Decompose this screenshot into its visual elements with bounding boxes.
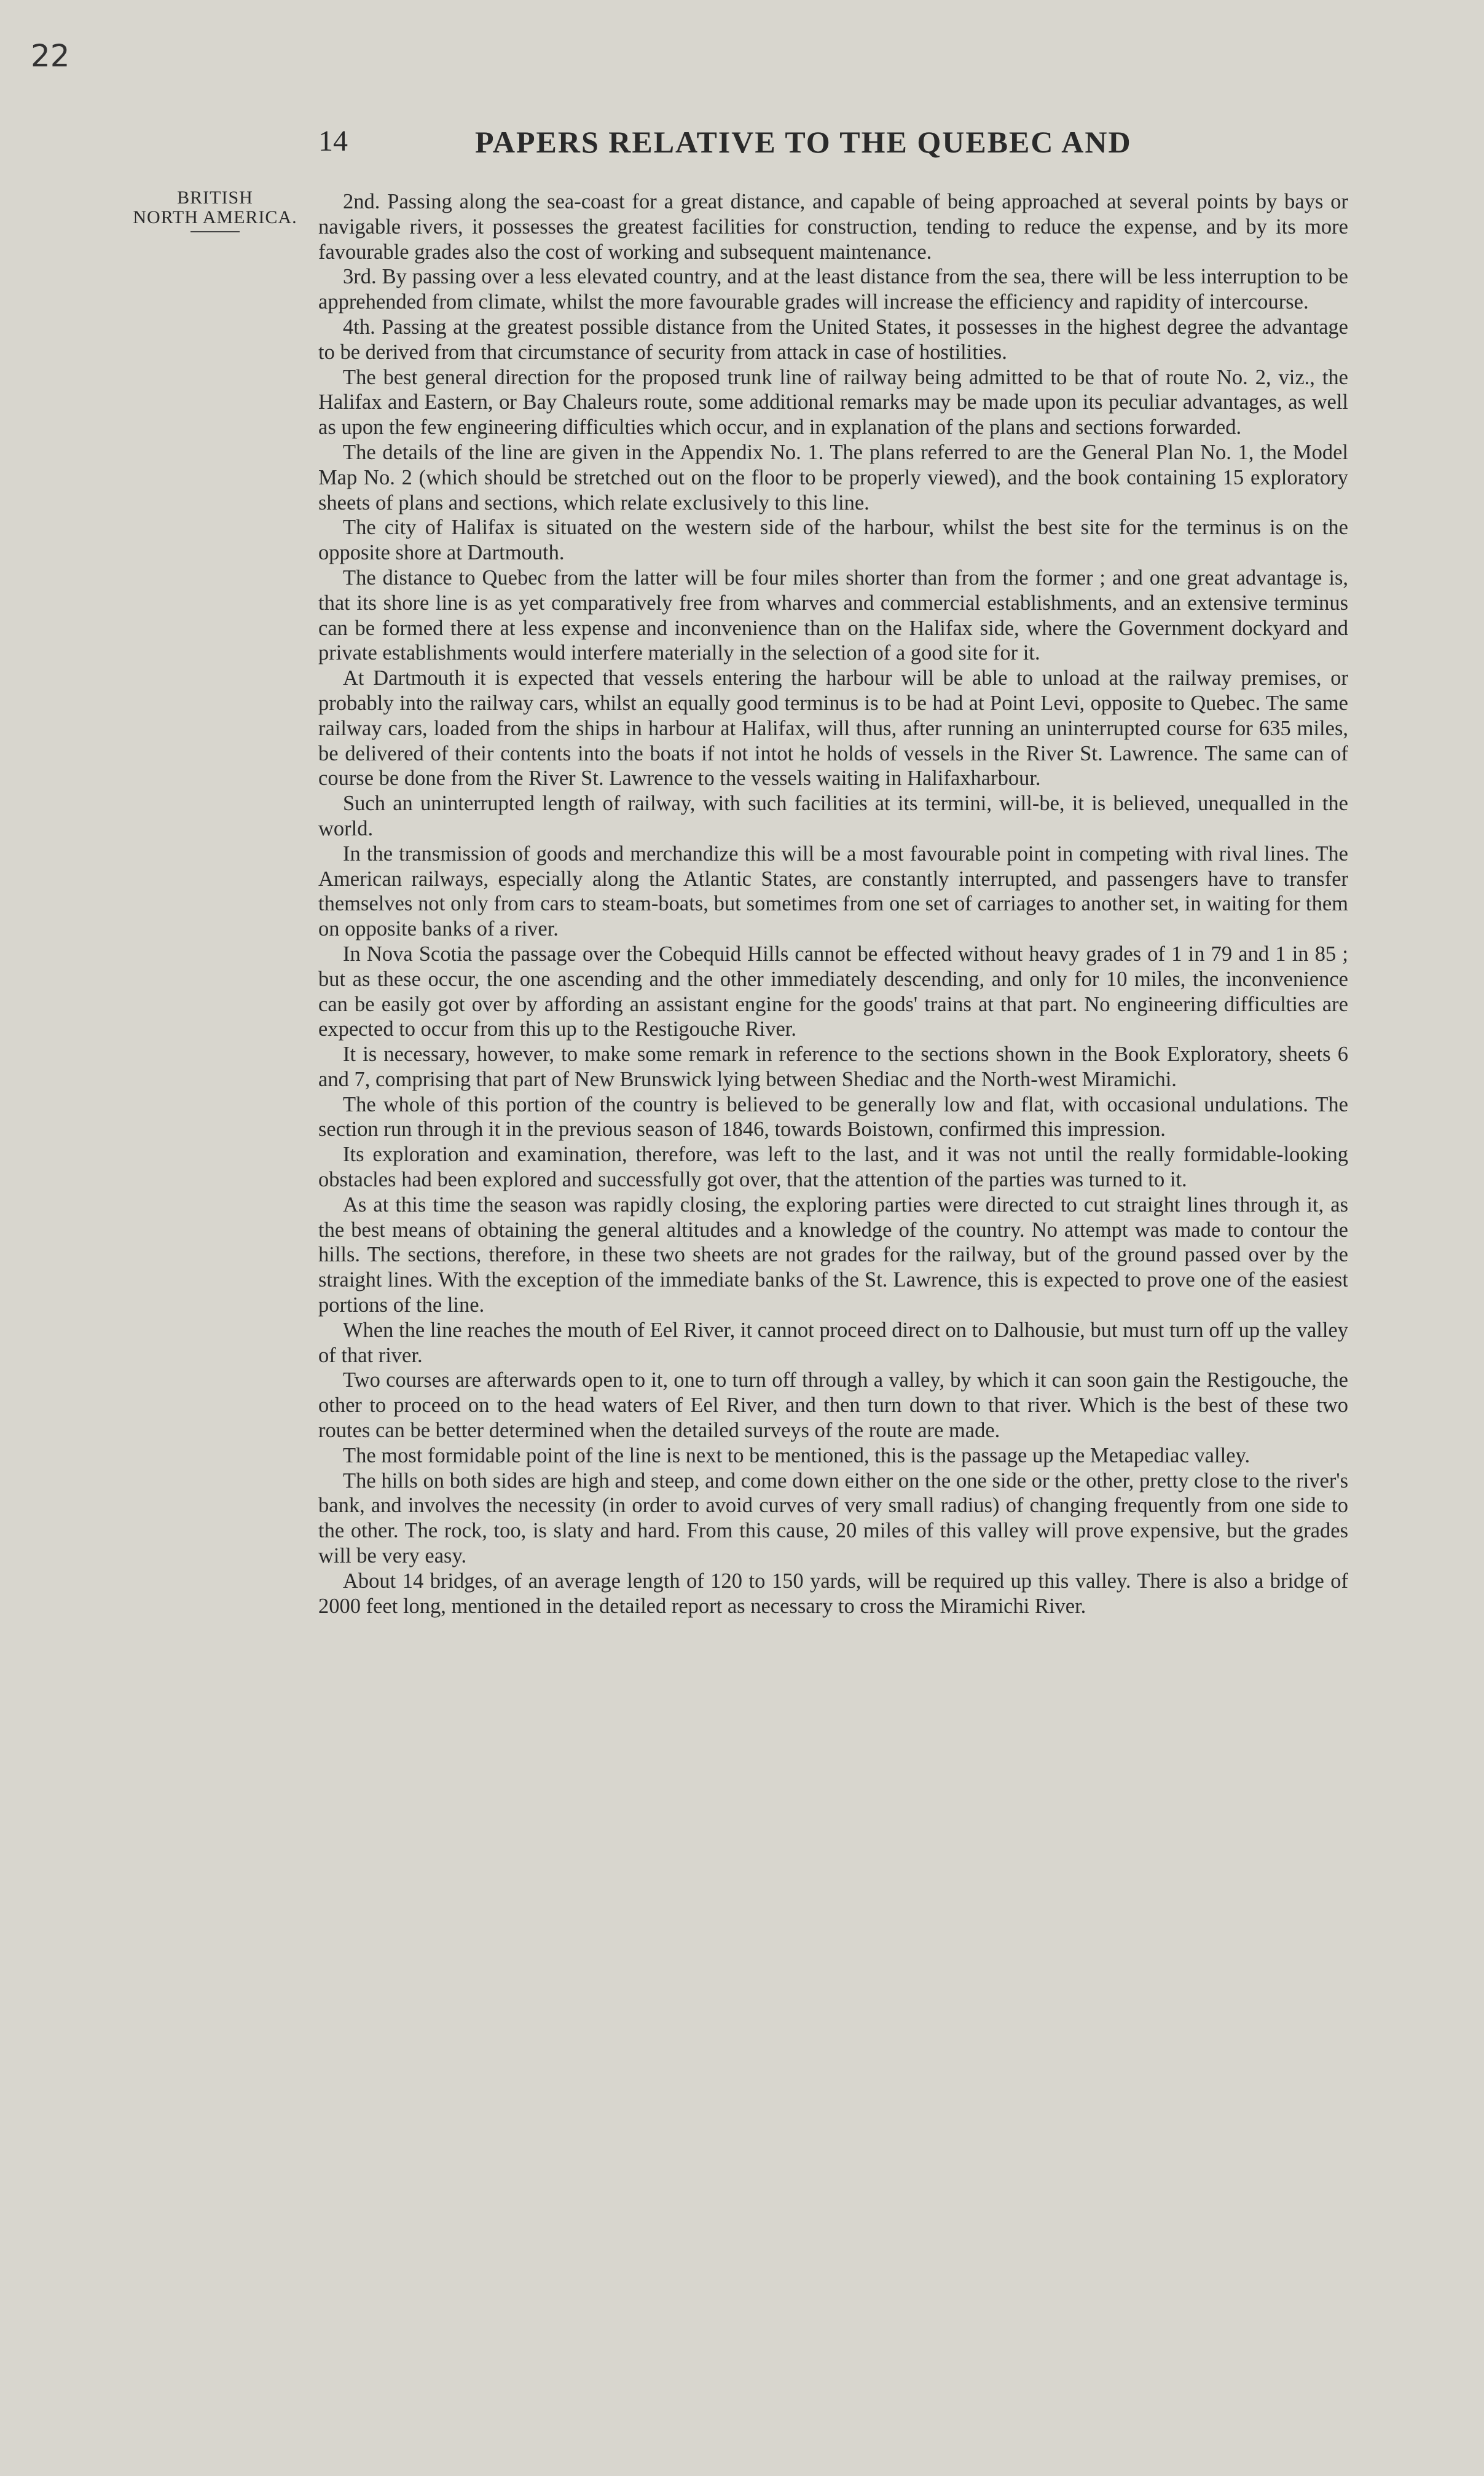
paragraph: The city of Halifax is situated on the western side of the harbour, whilst the best site for the terminus is on the opposite shore at Dartmouth. [318,516,1348,565]
body-text [318,189,1348,1618]
folio-number: 14 [318,125,348,157]
margin-note-rule [190,231,240,232]
paragraph: 4th. Passing at the greatest possible distance from the United States, it possesses in the highest degree the advantage to be derived from that circumstance of security from attack in case of hostilities. [318,315,1348,364]
paragraph: It is necessary, however, to make some remark in reference to the sections shown in the Book Exploratory, sheets 6 and 7, comprising that part of New Brunswick lying between Shediac and the North-west Miramichi. [318,1043,1348,1091]
paragraph: 2nd. Passing along the sea-coast for a great distance, and capable of being approached at several points by bays or navigable rivers, it possesses the greatest facilities for construction, tending to reduce the expense, and by its more favourable grades also the cost of working and subsequent maintenance. [318,190,1348,264]
margin-note-line-1: BRITISH [177,187,253,208]
paragraph: When the line reaches the mouth of Eel River, it cannot proceed direct on to Dalhousie, but must turn off up the valley of that river. [318,1318,1348,1367]
paragraph: The best general direction for the proposed trunk line of railway being admitted to be that of route No. 2, viz., the Halifax and Eastern, or Bay Chaleurs route, some additional remarks may be made upon its peculiar advantages, as well as upon the few engineering difficulties which occur, and in explanation of the plans and sections forwarded. [318,365,1348,440]
paragraph: The hills on both sides are high and steep, and come down either on the one side or the other, pretty close to the river's bank, and involves the necessity (in order to avoid curves of very small radius) of changing frequently from one side to the other. The rock, too, is slaty and hard. From this cause, 20 miles of this valley will prove expensive, but the grades will be very easy. [318,1469,1348,1568]
margin-note-line-2: NORTH AMERICA. [133,207,297,227]
paragraph: At Dartmouth it is expected that vessels entering the harbour will be able to unload at the railway premises, or probably into the railway cars, whilst an equally good terminus is to be had at Point Levi, opposite to Quebec. The same railway cars, loaded from the ships in harbour at Halifax, will thus, after running an uninterrupted course for 635 miles, be delivered of their contents into the boats if not intot he holds of vessels in the River St. Lawrence. The same can of course be done from the River St. Lawrence to the vessels waiting in Halifaxharbour. [318,666,1348,791]
paragraph: In the transmission of goods and merchandize this will be a most favourable point in competing with rival lines. The American railways, especially along the Atlantic States, are constantly interrupted, and passengers have to transfer themselves not only from cars to steam-boats, but sometimes from one set of carriages to another set, in waiting for them on opposite banks of a river. [318,842,1348,941]
paragraph: About 14 bridges, of an average length of 120 to 150 yards, will be required up this valley. There is also a bridge of 2000 feet long, mentioned in the detailed report as necessary to cross the Miramichi River. [318,1569,1348,1618]
paragraph: Its exploration and examination, therefore, was left to the last, and it was not until the really formidable-looking obstacles had been explored and successfully got over, that the attention of the parties was turned to it. [318,1143,1348,1192]
paragraph: In Nova Scotia the passage over the Cobequid Hills cannot be effected without heavy grades of 1 in 79 and 1 in 85 ; but as these occur, the one ascending and the other immediately descending, and only for 10 miles, the inconvenience can be easily got over by affording an assistant engine for the goods' trains at that part. No engineering difficulties are expected to occur from this up to the Restigouche River. [318,942,1348,1041]
running-head-title: PAPERS RELATIVE TO THE QUEBEC AND [475,125,1132,159]
paragraph: The distance to Quebec from the latter will be four miles shorter than from the former ; and one great advantage is, that its shore line is as yet comparatively free from wharves and commercial establishments, and an extensive terminus can be formed there at less expense and inconvenience than on the Halifax side, where the Government dockyard and private establishments would interfere materially in the selection of a good site for it. [318,566,1348,665]
paragraph: Two courses are afterwards open to it, one to turn off through a valley, by which it can soon gain the Restigouche, the other to proceed on to the head waters of Eel River, and then turn down to that river. Which is the best of these two routes can be better determined when the detailed surveys of the route are made. [318,1368,1348,1443]
paragraph: As at this time the season was rapidly closing, the exploring parties were directed to cut straight lines through it, as the best means of obtaining the general altitudes and a knowledge of the country. No attempt was made to contour the hills. The sections, therefore, in these two sheets are not grades for the railway, but of the ground passed over by the straight lines. With the exception of the immediate banks of the St. Lawrence, this is expected to prove one of the easiest portions of the line. [318,1193,1348,1317]
scan-page-number: 22 [31,38,70,74]
paragraph: Such an uninterrupted length of railway, with such facilities at its termini, will-be, it is believed, unequalled in the world. [318,792,1348,840]
paragraph: The whole of this portion of the country is believed to be generally low and flat, with occasional undulations. The section run through it in the previous season of 1846, towards Boistown, confirmed this impression. [318,1092,1348,1141]
paragraph: 3rd. By passing over a less elevated country, and at the least distance from the sea, there will be less interruption to be apprehended from climate, whilst the more favourable grades will increase the efficiency and rapidity of intercourse. [318,265,1348,314]
margin-note [117,188,313,232]
paragraph: The details of the line are given in the Appendix No. 1. The plans referred to are the General Plan No. 1, the Model Map No. 2 (which should be stretched out on the floor to be properly viewed), and the book containing 15 exploratory sheets of plans and sections, which relate exclusively to this line. [318,440,1348,515]
running-head [318,124,1394,167]
paragraph: The most formidable point of the line is next to be mentioned, this is the passage up the Metapediac valley. [343,1443,1250,1467]
